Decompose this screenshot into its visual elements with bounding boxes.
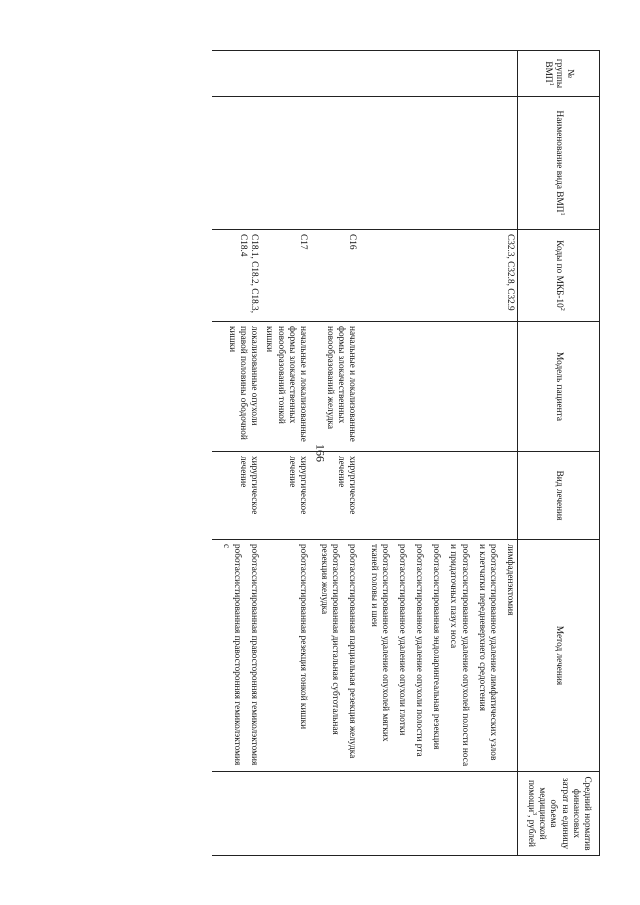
- cell-cost: [261, 772, 310, 856]
- cell-group-no: [212, 51, 261, 97]
- cell-icd-codes: C32.3, C32.8, C32.9: [359, 230, 517, 322]
- cell-treatment-methods: [261, 540, 310, 772]
- cell-treatment-methods: [310, 540, 359, 772]
- table-row: [261, 51, 310, 856]
- cell-vmp-name: [359, 97, 517, 230]
- treatment-method-item: роботассистированная резекция тонкой кишки: [297, 544, 308, 730]
- header-group-no: № группы ВМП$^1$: [518, 51, 600, 97]
- cell-cost: [212, 772, 261, 856]
- cell-vmp-name: [310, 97, 359, 230]
- cell-cost: [310, 772, 359, 856]
- table-header-row: [518, 51, 600, 856]
- treatment-method-item: роботассистированное удаление лимфатических узлов и клетчатки передневерхнего средостения: [476, 544, 498, 761]
- cell-treatment-type: хирургическое лечение: [261, 452, 310, 540]
- treatment-method-item: роботассистированная правосторонняя гемиколэктомия: [249, 544, 260, 766]
- table-row: [212, 51, 261, 856]
- cell-icd-codes: C17: [261, 230, 310, 322]
- cell-patient-model: начальные и локализованные формы злокачественных новообразований желудка: [310, 322, 359, 452]
- cell-treatment-methods: [212, 540, 261, 772]
- treatment-method-item: роботассистированное удаление опухоли полости рта: [414, 544, 425, 757]
- cell-group-no: [359, 51, 517, 97]
- cell-patient-model: начальные и локализованные формы злокачественных новообразований тонкой кишки: [261, 322, 310, 452]
- header-treatment-type: Вид лечения: [518, 452, 600, 540]
- cell-treatment-type: хирургическое лечение: [310, 452, 359, 540]
- header-cost: Средний норматив финансовых затрат на единицу объема медицинской помощи$^3$, рублей: [518, 772, 600, 856]
- cell-treatment-methods: [359, 540, 517, 772]
- header-patient-model: Модель пациента: [518, 322, 600, 452]
- cell-cost: [359, 772, 517, 856]
- treatment-method-item: роботассистированная эндоларингеальная резекция: [431, 544, 442, 750]
- rotated-page-content: [86, 50, 600, 855]
- cell-group-no: [261, 51, 310, 97]
- cell-patient-model: локализованные опухоли правой половины ободочной кишки: [212, 322, 261, 452]
- cell-treatment-type: [359, 452, 517, 540]
- cell-patient-model: [359, 322, 517, 452]
- table-row: [359, 51, 517, 856]
- treatment-method-item: роботассистированное удаление опухолей мягких тканей головы и шеи: [368, 544, 390, 742]
- treatment-method-item: лимфаденэктомия: [505, 544, 515, 616]
- cell-icd-codes: C16: [310, 230, 359, 322]
- cell-treatment-type: хирургическое лечение: [212, 452, 261, 540]
- treatment-method-item: роботассистированная дистальная субтотальная резекция желудка: [319, 544, 341, 735]
- cell-group-no: [310, 51, 359, 97]
- cell-icd-codes: C18.1, C18.2, C18.3, C18.4: [212, 230, 261, 322]
- vmp-table: [212, 50, 600, 856]
- cell-vmp-name: [261, 97, 310, 230]
- cell-vmp-name: [212, 97, 261, 230]
- treatment-method-item: роботассистированная парциальная резекция желудка: [347, 544, 358, 759]
- table-row: [310, 51, 359, 856]
- page-number: 166: [313, 444, 328, 462]
- header-vmp-name: Наименование вида ВМП$^1$: [518, 97, 600, 230]
- treatment-method-item: роботассистированное удаление опухолей полости носа и придаточных пазух носа: [448, 544, 470, 767]
- header-icd-codes: Коды по МКБ-$10^2$: [518, 230, 600, 322]
- header-treatment-method: Метод лечения: [518, 540, 600, 772]
- treatment-method-item: роботассистированная правосторонняя гемиколэктомия с: [221, 544, 243, 766]
- treatment-method-item: роботассистированное удаление опухоли глотки: [396, 544, 407, 736]
